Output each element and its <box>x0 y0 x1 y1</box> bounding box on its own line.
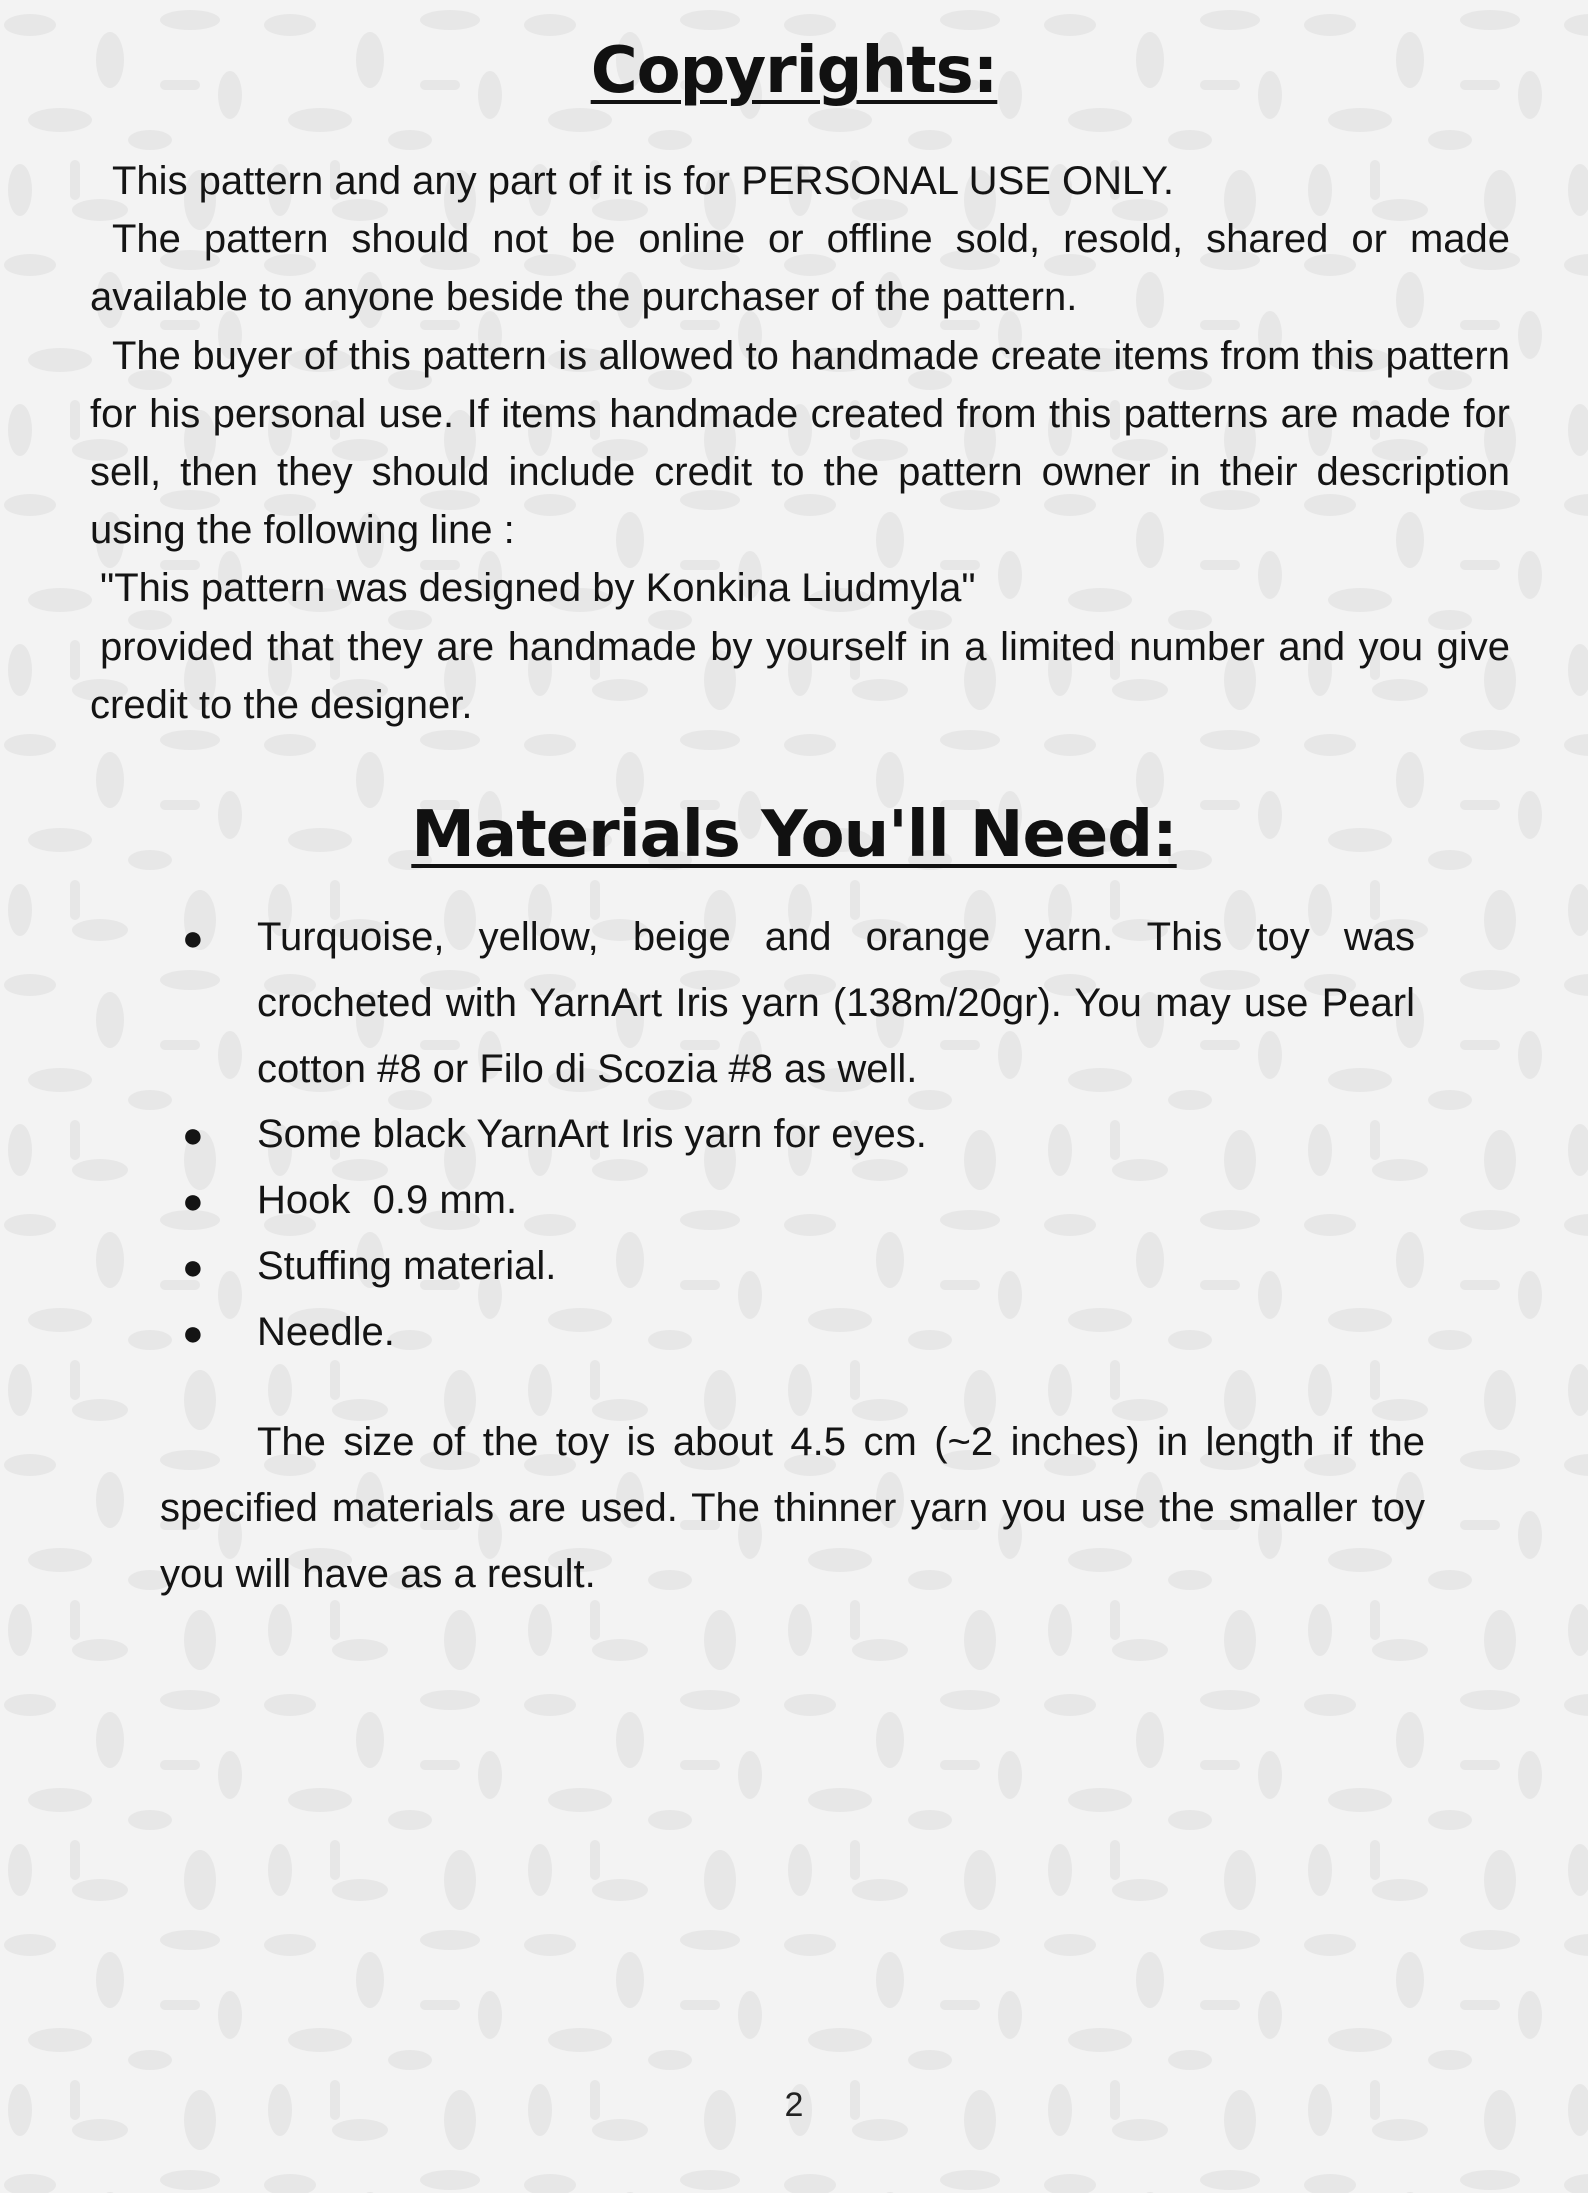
buyer-allowed-paragraph: The buyer of this pattern is allowed to handmade create items from this pattern for his personal use. If items handmade created from this patterns are made for sell, then they should include credit to the pattern owner in their description using the following line : <box>90 333 1510 553</box>
bullet-icon: ● <box>182 1114 204 1156</box>
personal-use-paragraph: This pattern and any part of it is for PERSONAL USE ONLY. <box>112 159 1174 203</box>
bullet-icon: ● <box>182 1245 204 1287</box>
credit-quote-line: "This pattern was designed by Konkina Liudmyla" <box>100 566 976 611</box>
copyrights-heading-text: Copyrights: <box>590 34 998 108</box>
page-number: 2 <box>784 2086 804 2124</box>
list-item <box>170 1168 1415 1234</box>
toy-size-paragraph: The size of the toy is about 4.5 cm (~2 inches) in length if the specified materials are used. The thinner yarn you use the smaller toy you will have as a result. <box>160 1420 1425 1596</box>
bullet-icon: ● <box>182 917 204 958</box>
copyrights-text-block <box>90 152 1510 734</box>
list-item-text: Needle. <box>257 1309 395 1354</box>
copyrights-heading <box>0 26 1588 116</box>
bullet-icon: ● <box>182 1180 204 1222</box>
list-item <box>170 1234 1415 1300</box>
list-item-text: Some black YarnArt Iris yarn for eyes. <box>257 1112 927 1157</box>
list-item-text: Stuffing material. <box>257 1243 557 1288</box>
list-item <box>170 1300 1415 1366</box>
list-item-text: Hook 0.9 mm. <box>257 1178 518 1223</box>
bullet-icon: ● <box>182 1311 204 1353</box>
provided-paragraph: provided that they are handmade by yourself in a limited number and you give credit to the designer. <box>90 624 1510 727</box>
list-item-text: Turquoise, yellow, beige and orange yarn. This toy was crocheted with YarnArt Iris yarn (138m/20gr). You may use Pearl cotton #8 or Filo di Scozia #8 as well. <box>257 915 1415 1091</box>
list-item <box>170 905 1415 1102</box>
materials-heading-text: Materials You'll Need: <box>411 798 1177 872</box>
materials-list <box>170 905 1415 1366</box>
no-sharing-paragraph: The pattern should not be online or offline sold, resold, shared or made available to anyone beside the purchaser of the pattern. <box>90 217 1510 320</box>
materials-heading <box>0 790 1588 880</box>
list-item <box>170 1102 1415 1168</box>
